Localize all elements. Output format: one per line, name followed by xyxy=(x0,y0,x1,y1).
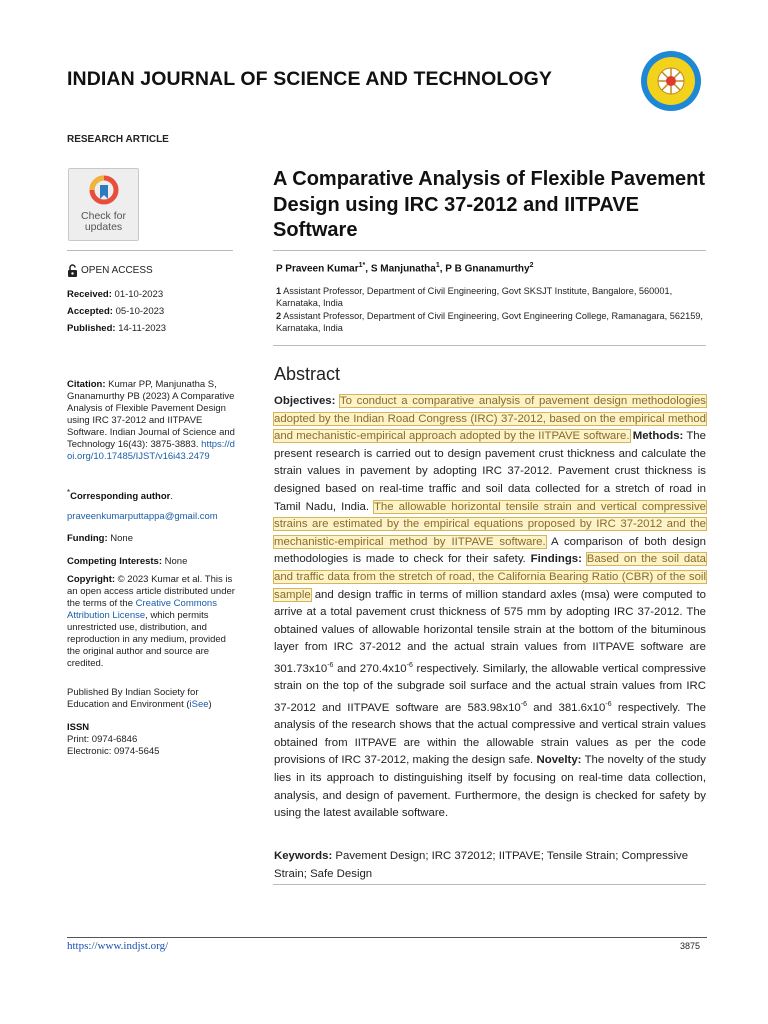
exp-1: -6 xyxy=(327,661,334,669)
methods-tail: A comparison of both design methodologies is made to check for their safety. xyxy=(274,535,706,566)
publisher xyxy=(67,687,239,711)
corresponding-email[interactable] xyxy=(67,511,243,523)
novelty-text: The novelty of the study lies in its approach to distinguishing itself by focusing on real-time data collection, analysis, and design of pavement. Furthermore, the design is checked for safety by using the latest available software. xyxy=(274,754,706,820)
accepted-date: 05-10-2023 xyxy=(115,306,165,317)
findings-text-3: and 381.6x10 xyxy=(533,701,606,714)
issn-block xyxy=(67,722,243,758)
citation-text: Kumar PP, Manjunatha S, Gnanamurthy PB (2023) A Comparative Analysis of Flexible Pavement Design using IRC 37-2012 and IITPAVE Software. Indian Journal of Science and Technology 16(43): 3875-3883. xyxy=(67,379,235,450)
competing-interests xyxy=(67,556,243,568)
abstract-heading: Abstract xyxy=(274,364,341,384)
competing-value: None xyxy=(164,556,188,567)
affiliation-2-text: Assistant Professor, Department of Civil Engineering, Govt Engineering College, Ramanagara, 562159, Karnataka, India xyxy=(276,311,703,333)
author-1-corr: * xyxy=(362,262,366,269)
author-list xyxy=(276,262,534,274)
corresponding-label: Corresponding author xyxy=(70,491,171,503)
page-number: 3875 xyxy=(680,941,701,951)
footer-url-link[interactable]: https://www.indjst.org/ xyxy=(67,940,169,952)
issn-electronic: Electronic: 0974-5645 xyxy=(67,746,160,757)
keywords-divider xyxy=(273,884,706,885)
issn-label: ISSN xyxy=(67,722,90,733)
keywords-text: Pavement Design; IRC 372012; IITPAVE; Tensile Strain; Compressive Strain; Safe Design xyxy=(274,850,689,880)
open-access xyxy=(67,264,243,277)
footer-divider xyxy=(67,937,707,938)
publisher-text: Published By Indian Society for Education and Environment ( xyxy=(67,687,199,710)
citation-label: Citation: xyxy=(67,379,106,390)
check-updates-line1: Check for xyxy=(81,210,126,222)
affiliation-1-text: Assistant Professor, Department of Civil Engineering, Govt SKSJT Institute, Bangalore, 560001, Karnataka, India xyxy=(276,286,673,308)
findings-label: Findings: xyxy=(530,553,582,566)
competing-label: Competing Interests: xyxy=(67,556,163,567)
corresponding-marker: * xyxy=(67,488,71,497)
copyright-text-b: , which permits unrestricted use, distribution, and reproduction in any medium, provided the original author and source are credited. xyxy=(67,610,226,669)
issn-print: Print: 0974-6846 xyxy=(67,734,138,745)
funding xyxy=(67,533,243,545)
affiliation-divider xyxy=(273,345,706,346)
author-1-affil: 1 xyxy=(358,262,363,269)
publisher-close: ) xyxy=(208,699,212,710)
author-2-affil: 1 xyxy=(435,262,440,269)
affiliation-2 xyxy=(276,310,706,334)
funding-value: None xyxy=(110,533,133,544)
exp-4: -6 xyxy=(605,700,612,708)
affiliation-2-num: 2 xyxy=(276,311,282,321)
citation-doi-link[interactable]: https://doi.org/10.17485/IJST/v16i43.2479 xyxy=(67,439,235,462)
journal-logo xyxy=(640,50,702,112)
exp-3: -6 xyxy=(520,700,527,708)
corresponding-period: . xyxy=(170,491,173,503)
author-3: , P B Gnanamurthy xyxy=(439,263,530,275)
keywords-label: Keywords: xyxy=(274,850,333,862)
received-date: 01-10-2023 xyxy=(114,289,164,300)
open-access-label: OPEN ACCESS xyxy=(81,264,153,276)
copyright-text-a: © 2023 Kumar et al. This is an open access article distributed under the terms of the xyxy=(67,574,235,609)
findings-and: and 270.4x10 xyxy=(333,662,407,675)
findings-highlight[interactable]: Based on the soil data and traffic data from the stretch of road, the California Bearing Ratio (CBR) of the soil sample xyxy=(274,553,706,601)
journal-title: INDIAN JOURNAL OF SCIENCE AND TECHNOLOGY xyxy=(67,68,553,90)
author-1: P Praveen Kumar xyxy=(276,263,359,275)
methods-highlight[interactable]: The allowable horizontal tensile strain and vertical compressive strains are estimated by the empirical equations proposed by IRC 37-2012 and the mechanistic-empirical method by IITPAVE software. xyxy=(274,500,706,548)
findings-text-1: and design traffic in terms of million standard axles (msa) were computed to arrive at a total pavement crust thickness of 575 mm by adopting IRC 37-2012. The obtained values of allowable horizontal tensile strain at the bottom of the bituminous layer from IRC 37-2012 and the actual strain values from IITPAVE software are 301.73x10 xyxy=(274,588,706,675)
cc-license-link[interactable]: Creative Commons Attribution License xyxy=(67,598,217,621)
article-title: A Comparative Analysis of Flexible Pavement Design using IRC 37-2012 and IITPAVE Software xyxy=(273,168,706,241)
affiliation-1-num: 1 xyxy=(276,286,282,296)
published-label: Published: xyxy=(67,323,116,334)
left-divider xyxy=(67,250,233,251)
objectives-label: Objectives: xyxy=(274,395,336,407)
corresponding-author xyxy=(67,487,243,503)
keywords xyxy=(274,848,706,883)
affiliation-1 xyxy=(276,285,706,309)
copyright-block xyxy=(67,574,239,670)
email-link[interactable]: praveenkumarputtappa@gmail.com xyxy=(67,511,218,522)
author-2: , S Manjunatha xyxy=(365,263,436,275)
isee-link[interactable]: iSee xyxy=(189,699,209,710)
methods-text: The present research is carried out to design pavement crust thickness and calculate the strain values in pavement by adopting IRC 37-2012. Pavement crust thickness is designed based on real-time traffic and soil data collected for a stretch of road in Tamil Nadu, India. xyxy=(274,430,706,513)
funding-label: Funding: xyxy=(67,533,108,544)
abstract-body xyxy=(274,393,706,823)
published-date: 14-11-2023 xyxy=(118,323,167,334)
accepted-label: Accepted: xyxy=(67,306,113,317)
methods-label: Methods: xyxy=(632,430,684,443)
citation-block xyxy=(67,379,239,463)
copyright-label: Copyright: xyxy=(67,574,116,585)
check-updates-line2: updates xyxy=(84,221,123,233)
findings-text-2: respectively. Similarly, the allowable vertical compressive strain on the top of the subgrade soil surface and the actual strain values from IRC 37-2012 and IITPAVE software are 583.98x10 xyxy=(274,662,706,714)
received-label: Received: xyxy=(67,289,112,300)
article-dates xyxy=(67,286,243,337)
title-divider xyxy=(273,250,706,251)
exp-2: -6 xyxy=(406,661,413,669)
open-lock-icon xyxy=(67,264,78,277)
findings-text-4: respectively. The analysis of the research shows that the actual compressive and vertical strain values obtained from IITPAVE are within the allowable strain values as per the code provisions of IRC 37-2012, making the design safe. xyxy=(274,701,706,767)
novelty-label: Novelty: xyxy=(536,754,582,767)
author-3-affil: 2 xyxy=(529,262,534,269)
objectives-highlight[interactable]: To conduct a comparative analysis of pavement design methodologies adopted by the Indian Road Congress (IRC) 37-2012, based on the empirical method and mechanistic-empirical approach adopted by the IITPAVE software. xyxy=(274,395,706,443)
check-for-updates-badge[interactable] xyxy=(68,168,139,241)
article-type: RESEARCH ARTICLE xyxy=(67,134,169,145)
check-updates-icon xyxy=(89,175,119,205)
